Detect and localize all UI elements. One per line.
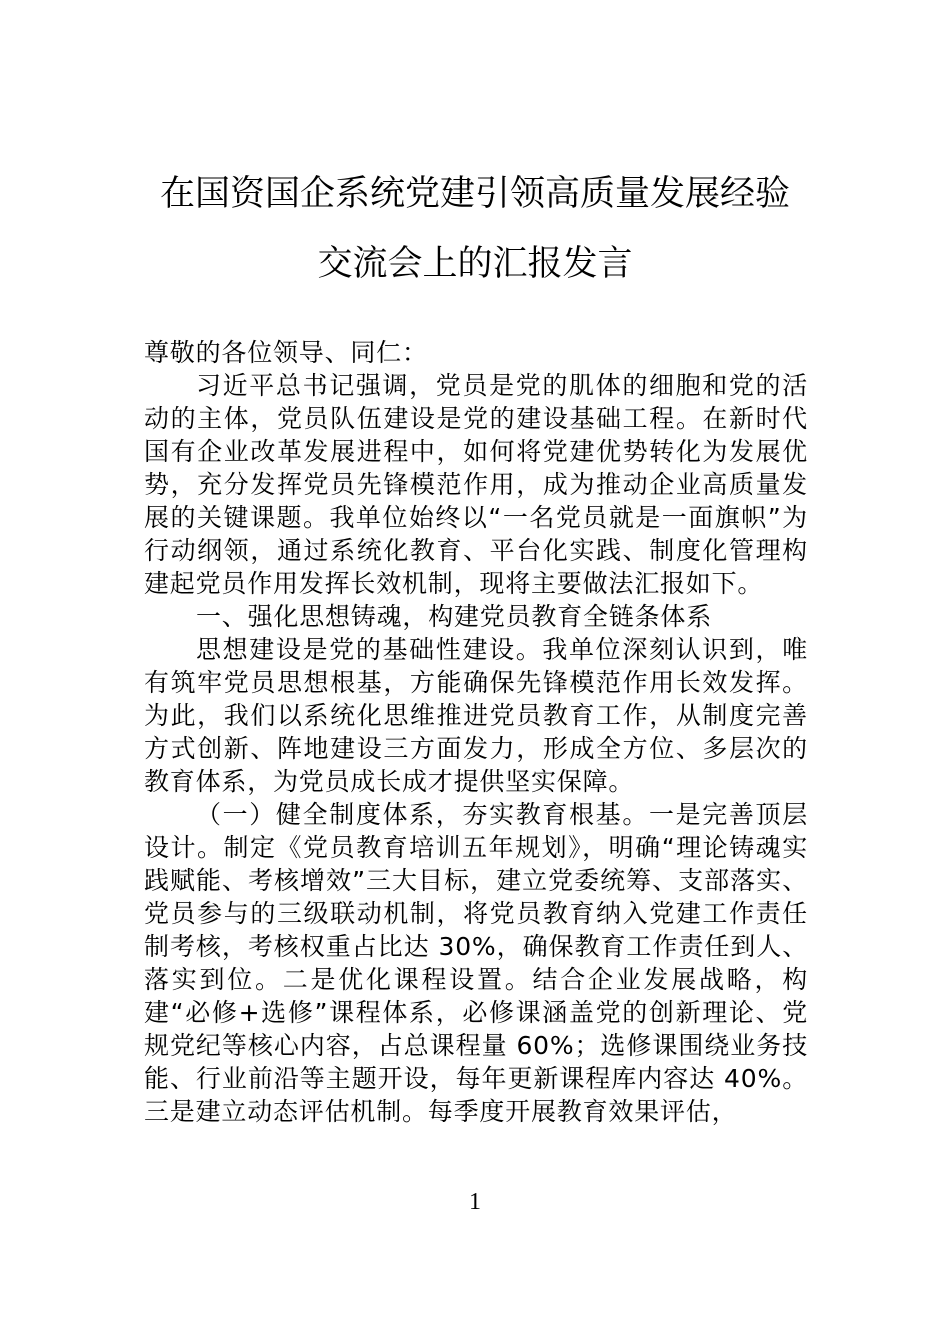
salutation: 尊敬的各位领导、同仁： <box>144 338 428 367</box>
paragraph-intro: 习近平总书记强调，党员是党的肌体的细胞和党的活动的主体，党员队伍建设是党的建设基础工程。在新时代国有企业改革发展进程中，如何将党建优势转化为发展优势，充分发挥党员先锋模范作用，成为推动企业高质量发展的关键课题。我单位始终以“一名党员就是一面旗帜”为行动纲领，通过系统化教育、平台化实践、制度化管理构建起党员作用发挥长效机制，现将主要做法汇报如下。 <box>144 371 808 598</box>
paragraph-section-1-intro: 思想建设是党的基础性建设。我单位深刻认识到，唯有筑牢党员思想根基，方能确保先锋模范作用长效发挥。为此，我们以系统化思维推进党员教育工作，从制度完善方式创新、阵地建设三方面发力，形成全方位、多层次的教育体系，为党员成长成才提供坚实保障。 <box>144 635 808 796</box>
document-title-line-2: 交流会上的汇报发言 <box>317 244 633 284</box>
section-heading-1: 一、强化思想铸魂，构建党员教育全链条体系 <box>196 602 713 631</box>
document-body <box>144 336 808 1128</box>
document-title-line-1: 在国资国企系统党建引领高质量发展经验 <box>159 174 790 214</box>
page-number: 1 <box>469 1189 481 1215</box>
paragraph-subsection-1: （一）健全制度体系，夯实教育根基。一是完善顶层设计。制定《党员教育培训五年规划》，明确“理论铸魂实践赋能、考核增效”三大目标，建立党委统筹、支部落实、党员参与的三级联动机制，将党员教育纳入党建工作责任制考核，考核权重占比达 30%，确保教育工作责任到人、落实到位。二是优化课程设置。结合企业发展战略，构建“必修+选修”课程体系，必修课涵盖党的创新理论、党规党纪等核心内容，占总课程量 60%；选修课围绕业务技能、行业前沿等主题开设，每年更新课程库内容达 40%。三是建立动态评估机制。每季度开展教育效果评估， <box>144 800 808 1126</box>
